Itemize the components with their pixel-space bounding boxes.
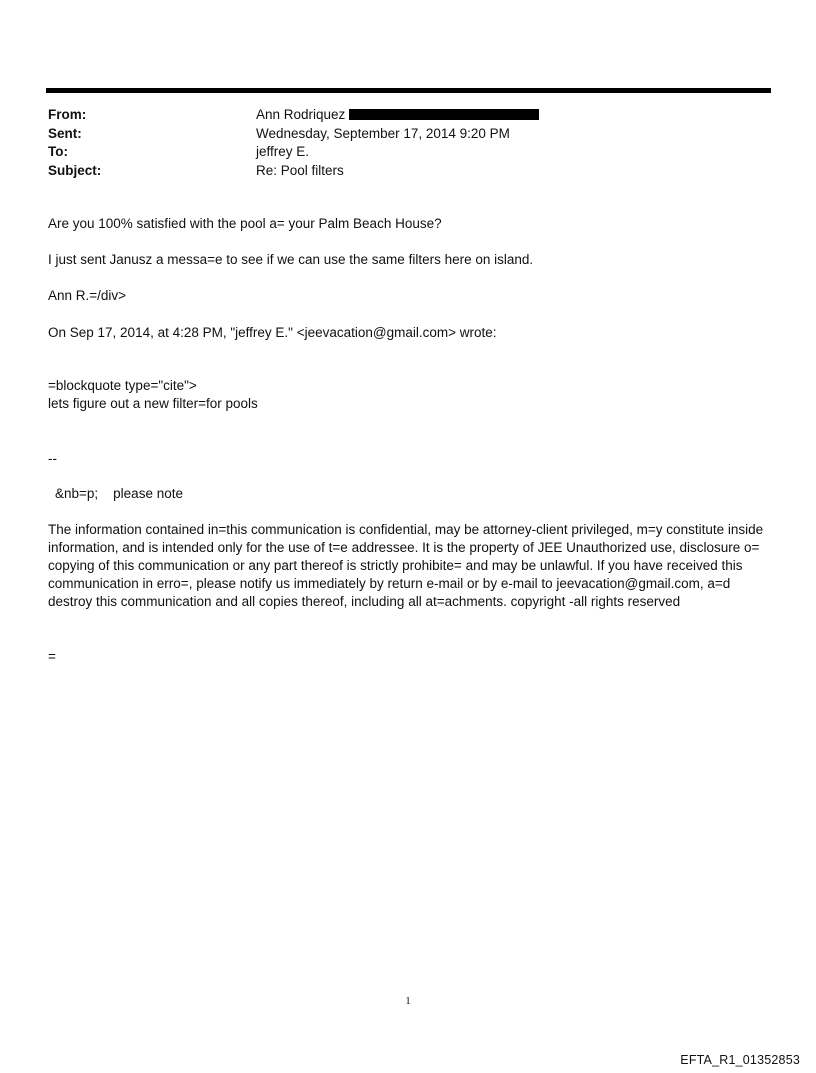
trailing-equals: = — [48, 649, 56, 664]
sent-row — [48, 125, 768, 144]
quoted-message: lets figure out a new filter=for pools — [48, 396, 258, 411]
page-number: 1 — [405, 995, 411, 1007]
confidentiality-disclaimer: The information contained in=this communication is confidential, may be attorney-client privileged, m=y constitute inside information, and is intended only for the use of t=e addressee. It is the property of JEE Unauthorized use, disclosure o= copying of this communication or any part thereof is strictly prohibite= and may be unlawful. If you have received this communication in erro=, please notify us immediately by return e-mail or by e-mail to jeevacation@gmail.com, a=d destroy this communication and all copies thereof, including all at=achments. copyright -all rights reserved — [48, 522, 767, 609]
subject-value: Re: Pool filters — [256, 162, 344, 178]
subject-label: Subject: — [48, 162, 102, 178]
body-paragraph-question: Are you 100% satisfied with the pool a= your Palm Beach House? — [48, 216, 442, 231]
body-signature: Ann R.=/div> — [48, 288, 127, 303]
quote-attribution: On Sep 17, 2014, at 4:28 PM, "jeffrey E." <jeevacation@gmail.com> wrote: — [48, 325, 497, 340]
please-note-line: &nb=p; please note — [55, 486, 183, 501]
sent-label: Sent: — [48, 125, 82, 141]
redaction-bar — [349, 109, 539, 120]
to-row — [48, 143, 768, 162]
subject-row — [48, 162, 768, 181]
header-divider — [46, 88, 771, 93]
from-label: From: — [48, 107, 87, 122]
to-label: To: — [48, 144, 68, 159]
signature-separator: -- — [48, 451, 57, 466]
to-value: jeffrey E. — [256, 144, 310, 159]
document-id: EFTA_R1_01352853 — [680, 1053, 800, 1067]
from-value — [256, 106, 539, 125]
sender-name: Ann Rodriquez — [256, 107, 346, 122]
email-header — [48, 106, 768, 180]
sent-value: Wednesday, September 17, 2014 9:20 PM — [256, 125, 510, 141]
body-paragraph-janusz: I just sent Janusz a messa=e to see if we can use the same filters here on island. — [48, 252, 534, 267]
from-row — [48, 106, 768, 125]
quote-markup: =blockquote type="cite"> — [48, 378, 197, 393]
